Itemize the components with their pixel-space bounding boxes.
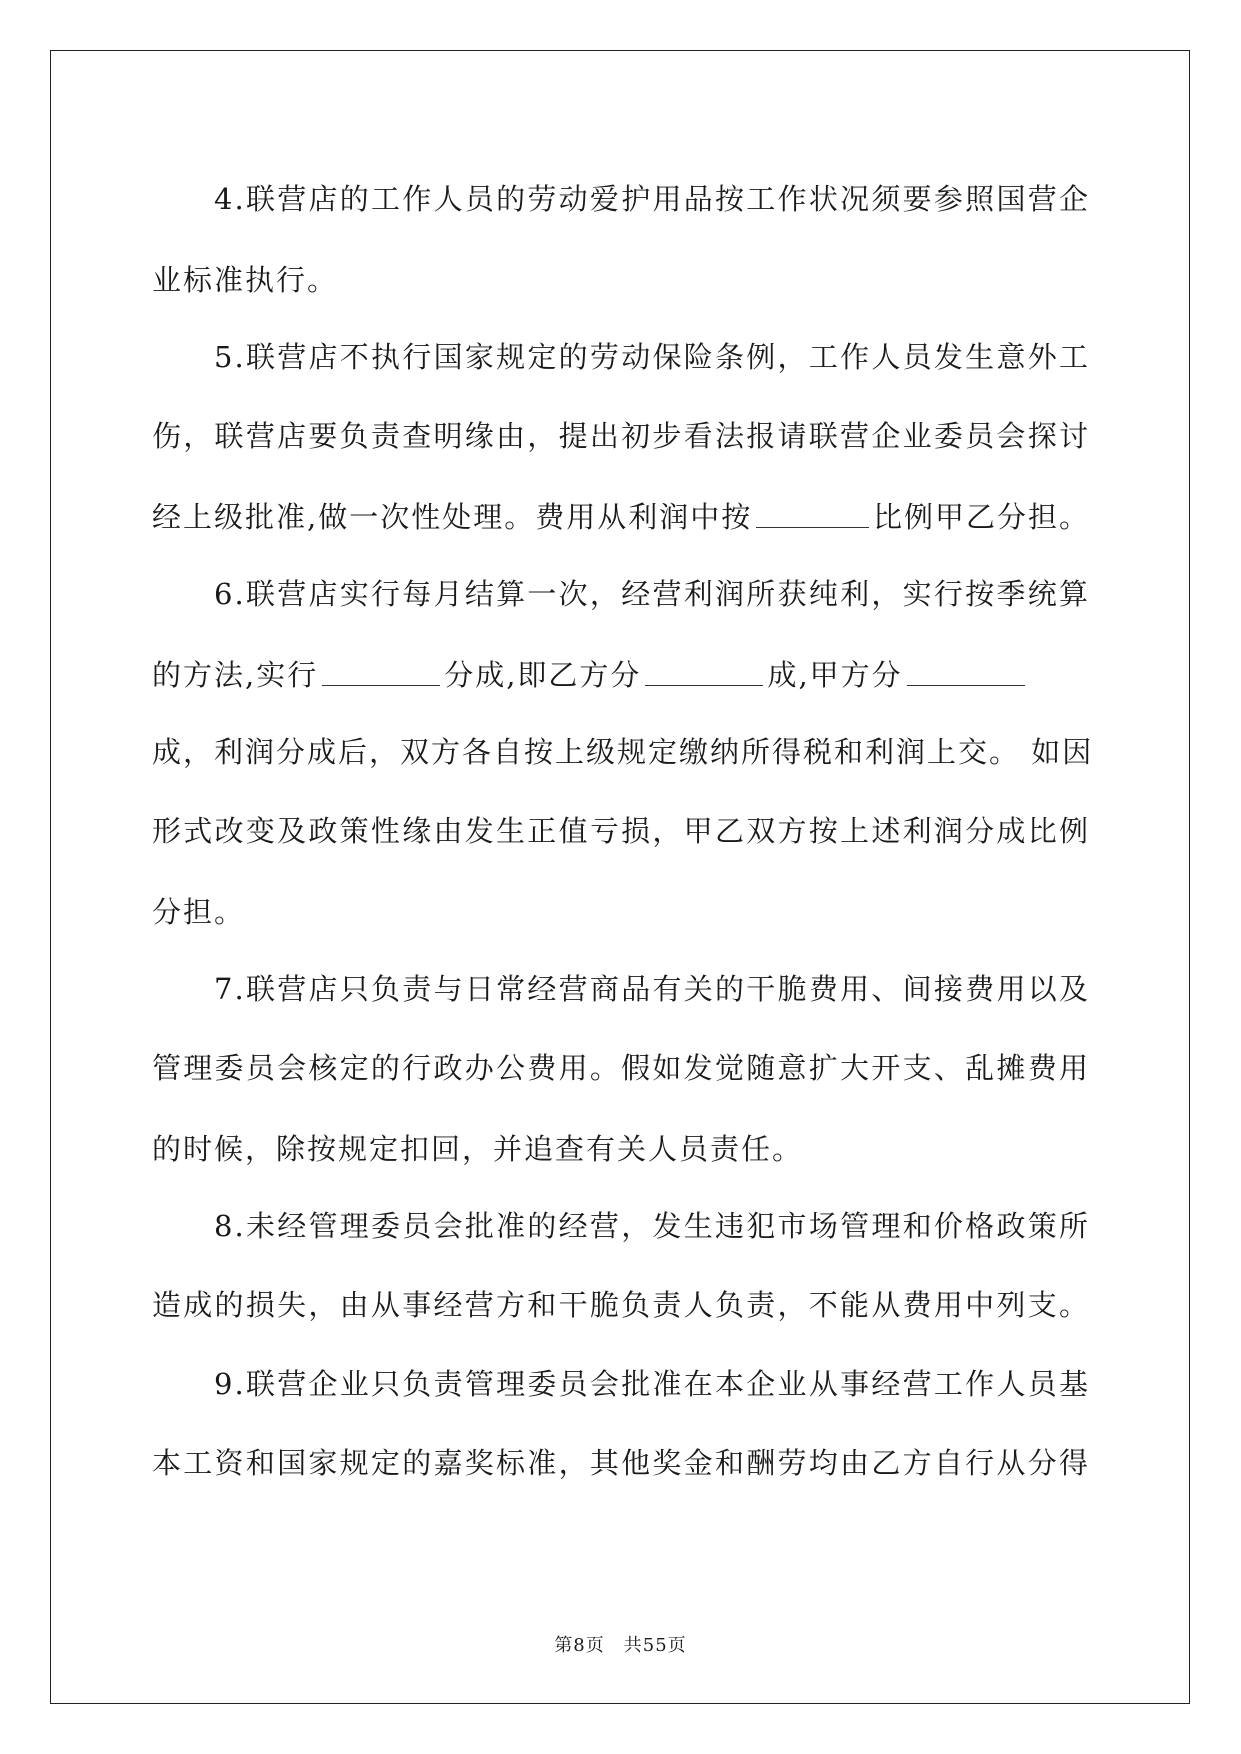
document-body [152, 160, 1094, 1503]
paragraph-5-line-3 [152, 476, 1090, 555]
fill-in-blank-split [322, 661, 440, 686]
paragraph-6-line-2-text-b: 分成,即乙方分 [444, 658, 642, 692]
paragraph-6-line-2-text-a: 的方法,实行 [152, 658, 319, 692]
paragraph-5-line-3-text-a: 经上级批准,做一次性处理。费用从利润中按 [152, 500, 753, 534]
paragraph-5-line-2: 伤，联营店要负责查明缘由，提出初步看法报请联营企业委员会探讨 [152, 419, 1090, 453]
paragraph-6-line-5: 分担。 [152, 895, 246, 929]
fill-in-blank-party-b-share [645, 661, 763, 686]
paragraph-6-line-2 [152, 634, 1090, 713]
paragraph-4-line-2: 业标准执行。 [152, 263, 339, 297]
paragraph-6-line-4: 形式改变及政策性缘由发生正值亏损，甲乙双方按上述利润分成比例 [152, 814, 1090, 848]
page-number-footer: 第8页 共55页 [554, 1635, 687, 1656]
paragraph-5-line-1: 5.联营店不执行国家规定的劳动保险条例，工作人员发生意外工 [214, 340, 1090, 374]
paragraph-9-line-2: 本工资和国家规定的嘉奖标准，其他奖金和酬劳均由乙方自行从分得 [152, 1446, 1090, 1480]
paragraph-6-line-1: 6.联营店实行每月结算一次，经营利润所获纯利，实行按季统算 [214, 577, 1090, 611]
paragraph-6-line-2-text-c: 成,甲方分 [767, 658, 903, 692]
paragraph-4-line-1: 4.联营店的工作人员的劳动爱护用品按工作状况须要参照国营企 [214, 182, 1090, 216]
paragraph-5-line-3-text-b: 比例甲乙分担。 [872, 500, 1090, 534]
fill-in-blank-party-a-share [907, 661, 1025, 686]
paragraph-8-line-1: 8.未经管理委员会批准的经营，发生违犯市场管理和价格政策所 [214, 1209, 1090, 1243]
paragraph-7-line-2: 管理委员会核定的行政办公费用。假如发觉随意扩大开支、乱摊费用 [152, 1051, 1090, 1085]
paragraph-6-line-3: 成，利润分成后，双方各自按上级规定缴纳所得税和利润上交。 如因 [152, 735, 1094, 769]
fill-in-blank-ratio [756, 503, 869, 528]
paragraph-8-line-2: 造成的损失，由从事经营方和干脆负责人负责，不能从费用中列支。 [152, 1288, 1090, 1322]
paragraph-9-line-1: 9.联营企业只负责管理委员会批准在本企业从事经营工作人员基 [214, 1367, 1090, 1401]
paragraph-7-line-3: 的时候，除按规定扣回，并追查有关人员责任。 [152, 1132, 804, 1166]
paragraph-7-line-1: 7.联营店只负责与日常经营商品有关的干脆费用、间接费用以及 [214, 972, 1090, 1006]
